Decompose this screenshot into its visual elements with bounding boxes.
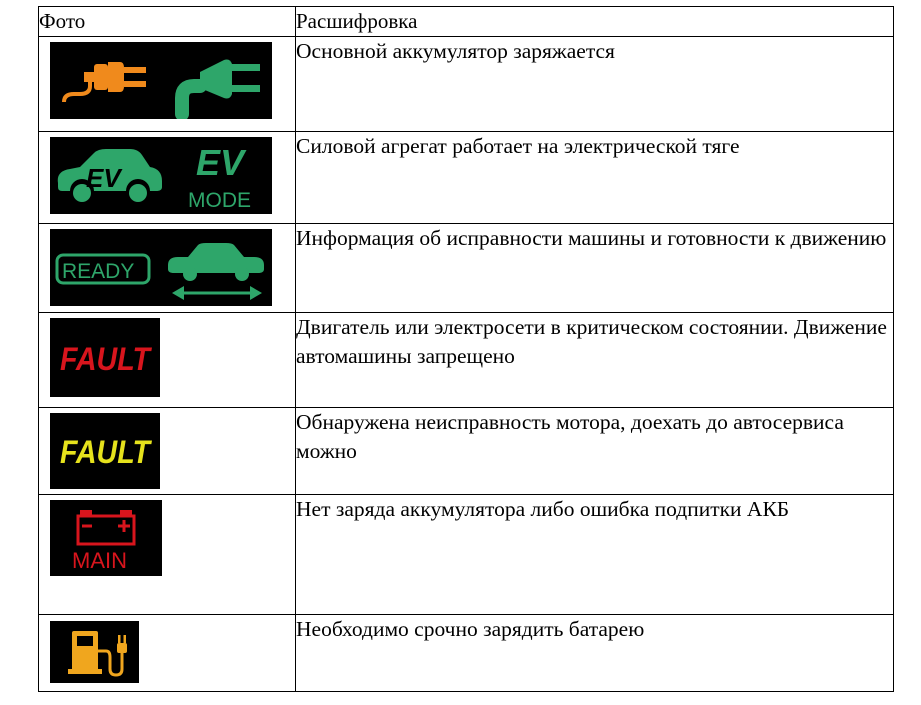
fault-yellow-label: FAULT [60,434,153,470]
table-row [39,37,894,132]
table-row [39,132,894,224]
photo-cell [39,132,296,224]
photo-cell [39,37,296,132]
indicator-panel [50,621,139,683]
header-description: Расшифровка [296,7,894,37]
photo-cell [39,615,296,692]
table-row [39,313,894,408]
photo-cell [39,408,296,495]
ev-car-label: EV [86,163,121,193]
charging-plug-green-icon [172,42,272,119]
table-header-row [39,7,894,37]
fault-red-label: FAULT [60,341,153,377]
photo-cell [39,313,296,408]
indicator-panel [50,413,160,489]
table-row [39,615,894,692]
indicator-panel [50,229,272,306]
photo-cell [39,495,296,615]
table-row [39,408,894,495]
ev-mode-icon [170,137,272,214]
main-label: MAIN [72,548,127,573]
indicator-panel [50,42,272,119]
ready-icon [50,229,160,306]
fuel-plug-icon [50,621,139,683]
photo-cell [39,224,296,313]
description-cell: Нет заряда аккумулятора либо ошибка подпитки АКБ [296,495,894,615]
description-cell: Силовой агрегат работает на электрической тяге [296,132,894,224]
description-cell: Двигатель или электросети в критическом состоянии. Движение автомашины запрещено [296,313,894,408]
description-cell: Основной аккумулятор заряжается [296,37,894,132]
description-cell: Обнаружена неисправность мотора, доехать до автосервиса можно [296,408,894,495]
indicator-panel [50,318,160,397]
description-cell: Информация об исправности машины и готовности к движению [296,224,894,313]
table-row [39,495,894,615]
description-cell: Необходимо срочно зарядить батарею [296,615,894,692]
table-row [39,224,894,313]
indicator-panel [50,137,272,214]
ev-car-icon [50,137,170,214]
car-arrow-icon [160,229,272,306]
ev-mode-label: EV [196,142,245,183]
battery-main-icon [50,500,162,576]
fault-red-icon [50,318,160,397]
header-photo: Фото [39,7,296,37]
indicator-panel [50,500,162,576]
fault-yellow-icon [50,413,160,489]
ready-label: READY [62,260,135,283]
legend-table [38,6,894,692]
mode-label: MODE [188,189,251,212]
